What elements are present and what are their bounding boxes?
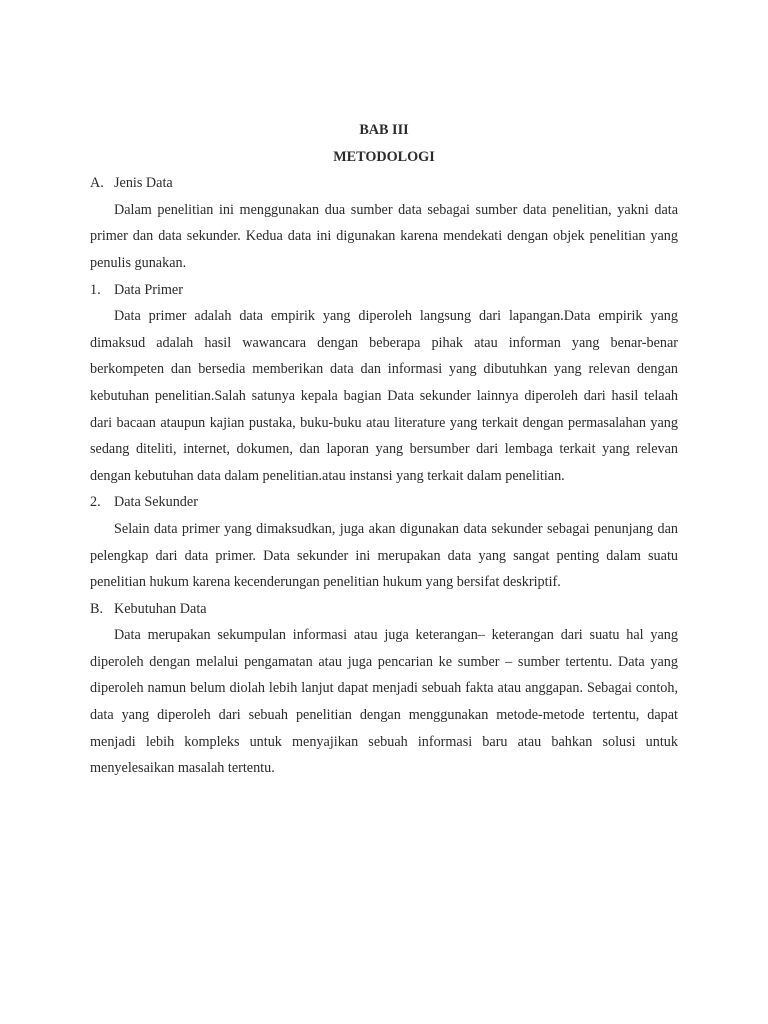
section-kebutuhan-data xyxy=(90,596,678,782)
section-jenis-data xyxy=(90,170,678,276)
section-heading xyxy=(90,489,678,516)
section-heading xyxy=(90,170,678,197)
section-marker: B. xyxy=(90,600,104,617)
section-data-sekunder xyxy=(90,489,678,595)
section-paragraph: Dalam penelitian ini menggunakan dua sumber data sebagai sumber data penelitian, yakni data primer dan data sekunder. Kedua data ini digunakan karena mendekati dengan objek penelitian yang penulis gunakan. xyxy=(90,201,678,271)
section-heading xyxy=(90,596,678,623)
section-paragraph: Data merupakan sekumpulan informasi atau juga keterangan– keterangan dari suatu hal yang diperoleh dengan melalui pengamatan atau juga pencarian ke sumber – sumber tertentu. Data yang diperoleh namun belum diolah lebih lanjut dapat menjadi sebuah fakta atau anggapan. Sebagai contoh, data yang diperoleh dari sebuah penelitian dengan menggunakan metode-metode tertentu, dapat menjadi lebih kompleks untuk menyajikan sebuah informasi baru atau bahkan solusi untuk menyelesaikan masalah tertentu. xyxy=(90,627,678,777)
section-title: Kebutuhan Data xyxy=(114,600,207,617)
section-title: Data Sekunder xyxy=(114,494,198,511)
section-marker: 2. xyxy=(90,494,101,511)
document-body xyxy=(90,117,678,782)
section-paragraph: Data primer adalah data empirik yang diperoleh langsung dari lapangan.Data empirik yang dimaksud adalah hasil wawancara dengan beberapa pihak atau informan yang benar-benar berkompeten dan bersedia memberikan data dan informasi yang dibutuhkan yang relevan dengan kebutuhan penelitian.Salah satunya kepala bagian Data sekunder lainnya diperoleh dari hasil telaah dari bacaan ataupun kajian pustaka, buku-buku atau literature yang terkait dengan permasalahan yang sedang diteliti, internet, dokumen, dan laporan yang bersumber dari lembaga terkait yang relevan dengan kebutuhan data dalam penelitian.atau instansi yang terkait dalam penelitian. xyxy=(90,308,678,484)
section-marker: 1. xyxy=(90,281,101,298)
section-paragraph: Selain data primer yang dimaksudkan, juga akan digunakan data sekunder sebagai penunjang dan pelengkap dari data primer. Data sekunder ini merupakan data yang sangat penting dalam suatu penelitian hukum karena kecenderungan penelitian hukum yang bersifat deskriptif. xyxy=(90,520,678,591)
section-title: Data Primer xyxy=(114,281,183,298)
chapter-title: METODOLOGI xyxy=(333,148,435,165)
section-marker: A. xyxy=(90,175,104,192)
chapter-number: BAB III xyxy=(359,122,409,138)
section-title: Jenis Data xyxy=(114,175,173,192)
section-data-primer xyxy=(90,277,678,490)
section-heading xyxy=(90,277,678,304)
